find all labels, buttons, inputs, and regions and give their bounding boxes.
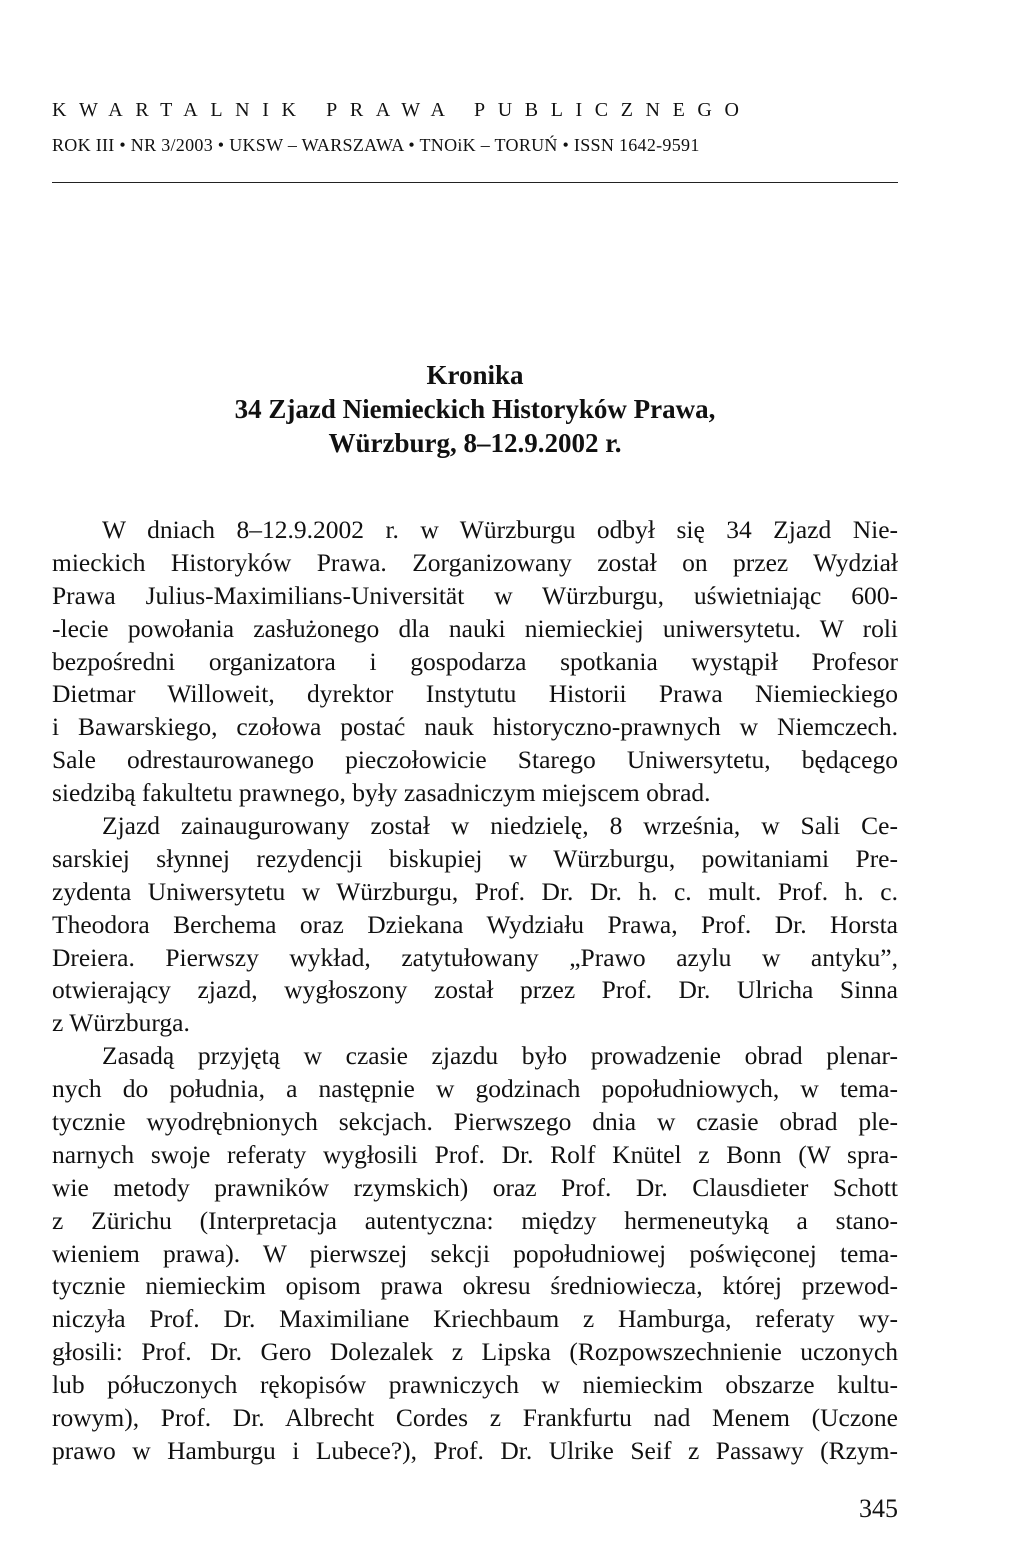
section-title: Kronika (426, 360, 524, 390)
article-body (52, 514, 898, 1468)
body-line: zydenta Uniwersytetu w Würzburgu, Prof. Dr. Dr. h. c. mult. Prof. h. c. (52, 876, 898, 906)
header-rule (52, 182, 898, 183)
body-line: tycznie niemieckim opisom prawa okresu średniowiecza, której przewod- (52, 1271, 898, 1301)
article-title (52, 358, 898, 460)
body-line: lub półuczonych rękopisów prawniczych w niemieckim obszarze kultu- (52, 1370, 898, 1400)
body-line: niczyła Prof. Dr. Maximiliane Kriechbaum z Hamburga, referaty wy- (52, 1304, 898, 1334)
body-line: sarskiej słynnej rezydencji biskupiej w Würzburgu, powitaniami Pre- (52, 843, 898, 873)
title-line-1: 34 Zjazd Niemieckich Historyków Prawa, (234, 394, 716, 424)
body-line: wie metody prawników rzymskich) oraz Prof. Dr. Clausdieter Schott (52, 1172, 898, 1202)
body-line: wieniem prawa). W pierwszej sekcji popołudniowej poświęconej tema- (52, 1238, 898, 1268)
body-line: głosili: Prof. Dr. Gero Dolezalek z Lipska (Rozpowszechnienie uczonych (52, 1337, 898, 1367)
body-line: siedzibą fakultetu prawnego, były zasadniczym miejscem obrad. (52, 778, 711, 808)
body-line: otwierający zjazd, wygłoszony został przez Prof. Dr. Ulricha Sinna (52, 975, 898, 1005)
body-line: Dreiera. Pierwszy wykład, zatytułowany „Prawo azylu w antyku”, (52, 942, 898, 972)
body-line: Zasadą przyjętą w czasie zjazdu było prowadzenie obrad plenar- (102, 1041, 898, 1071)
page-number: 345 (859, 1494, 898, 1523)
body-line: i Bawarskiego, czołowa postać nauk historyczno-prawnych w Niemczech. (52, 712, 898, 742)
journal-name: KWARTALNIK PRAWA PUBLICZNEGO (52, 99, 752, 121)
journal-meta: ROK III • NR 3/2003 • UKSW – WARSZAWA • TNOiK – TORUŃ • ISSN 1642-9591 (52, 135, 700, 155)
body-line: z Würzburga. (52, 1008, 190, 1038)
title-line-2: Würzburg, 8–12.9.2002 r. (328, 428, 622, 458)
body-line: rowym), Prof. Dr. Albrecht Cordes z Frankfurtu nad Menem (Uczone (52, 1403, 898, 1433)
body-line: mieckich Historyków Prawa. Zorganizowany został on przez Wydział (52, 547, 898, 577)
body-line: Theodora Berchema oraz Dziekana Wydziału Prawa, Prof. Dr. Horsta (52, 909, 898, 939)
body-line: Zjazd zainaugurowany został w niedzielę, 8 września, w Sali Ce- (102, 811, 898, 841)
body-line: Sale odrestaurowanego pieczołowicie Starego Uniwersytetu, będącego (52, 745, 898, 775)
body-line: Dietmar Willoweit, dyrektor Instytutu Historii Prawa Niemieckiego (52, 679, 898, 709)
body-line: prawo w Hamburgu i Lubece?), Prof. Dr. Ulrike Seif z Passawy (Rzym- (52, 1435, 898, 1465)
body-line: Prawa Julius-Maximilians-Universität w Würzburgu, uświetniając 600- (52, 580, 898, 610)
body-line: z Zürichu (Interpretacja autentyczna: między hermeneutyką a stano- (52, 1205, 898, 1235)
body-line: bezpośredni organizatora i gospodarza spotkania wystąpił Profesor (52, 646, 898, 676)
body-line: narnych swoje referaty wygłosili Prof. Dr. Rolf Knütel z Bonn (W spra- (52, 1139, 898, 1169)
body-line: W dniach 8–12.9.2002 r. w Würzburgu odbył się 34 Zjazd Nie- (102, 515, 898, 544)
body-line: nych do południa, a następnie w godzinach popołudniowych, w tema- (52, 1074, 898, 1104)
body-line: -lecie powołania zasłużonego dla nauki niemieckiej uniwersytetu. W roli (52, 613, 898, 643)
body-line: tycznie wyodrębnionych sekcjach. Pierwszego dnia w czasie obrad ple- (52, 1107, 898, 1137)
